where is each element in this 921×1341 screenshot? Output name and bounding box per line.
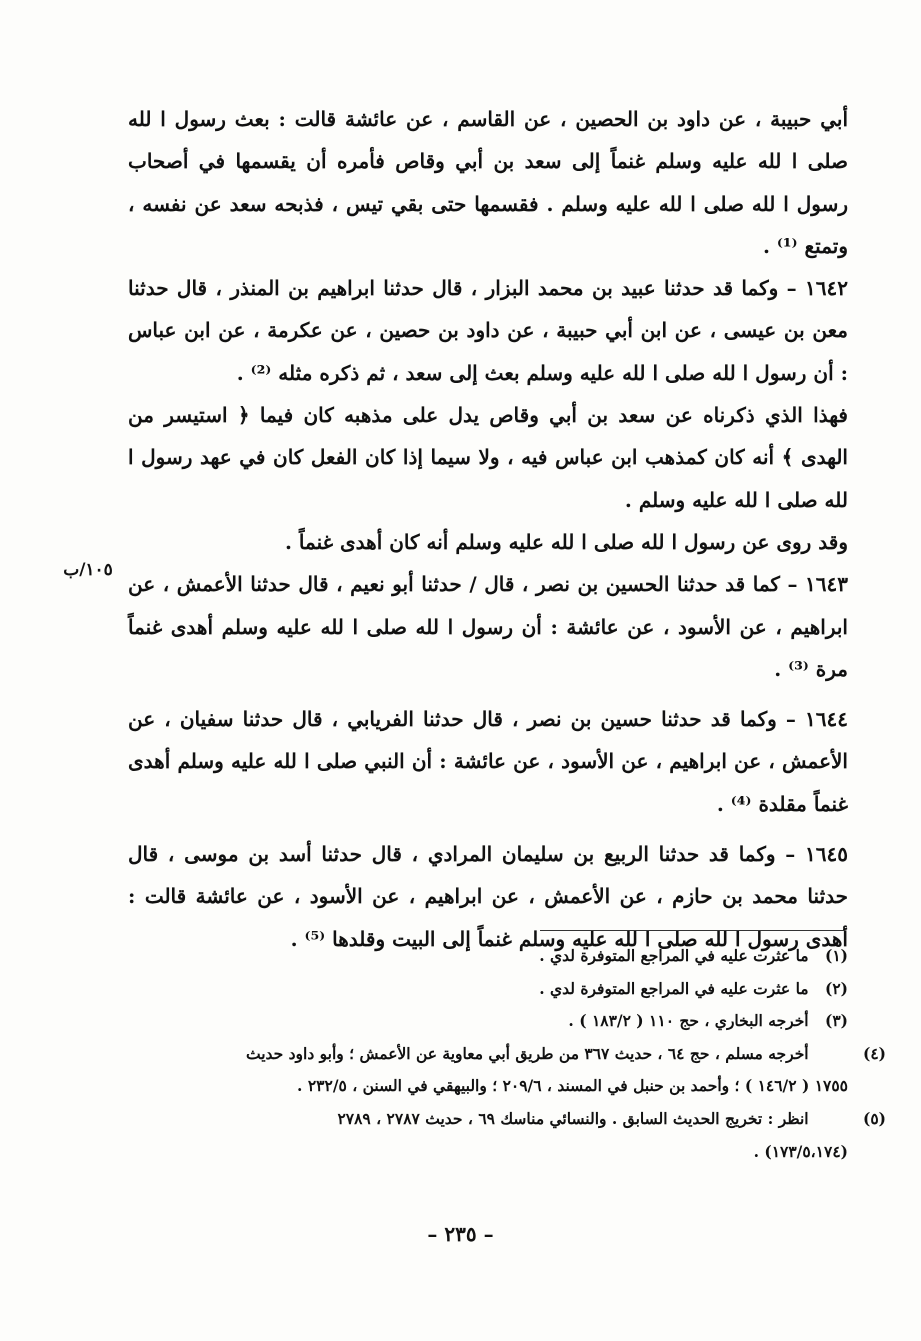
footnote-5 [128, 1103, 886, 1168]
footnote-divider [540, 930, 845, 931]
paragraph-continuation: أبي حبيبة ، عن داود بن الحصين ، عن القاسم ، عن عائشة قالت : بعث رسول ا لله صلى ا لله عليه وسلم غنماً إلى سعد بن أبي وقاص فأمره أن يقسمها في أصحاب رسول ا لله صلى ا لله عليه وسلم . فقسمها حتى بقي تيس ، فذبحه سعد عن نفسه ، وتمتع ⁽¹⁾ . [128, 107, 848, 258]
footnote-text: أخرجه البخاري ، حج ١١٠ ( ١٨٣/٢ ) . [568, 1011, 809, 1031]
narration-intro: وقد روى عن رسول ا لله صلى ا لله عليه وسلم أنه كان أهدى غنماً . [284, 529, 848, 554]
footnote-text-continued: ١٧٥٥ ( ١٤٦/٢ ) ؛ وأحمد بن حنبل في المسند ، ٢٠٩/٦ ؛ والبيهقي في السنن ، ٢٣٢/٥ . [297, 1076, 848, 1096]
footnote-mark: (١) [824, 946, 848, 965]
footnote-mark: (٥) [862, 1108, 886, 1128]
footnote-4 [128, 1038, 886, 1103]
hadith-1642: ١٦٤٢ – وكما قد حدثنا عبيد بن محمد البزار ، قال حدثنا ابراهيم بن المنذر ، قال حدثنا معن بن عيسى ، عن ابن أبي حبيبة ، عن داود بن حصين ، عن عكرمة ، عن ابن عباس : أن رسول ا لله صلى ا لله عليه وسلم بعث إلى سعد ، ثم ذكره مثله ⁽²⁾ . [128, 276, 848, 385]
footnote-mark: (٣) [824, 1011, 848, 1031]
page-number: – ٢٣٥ – [427, 1222, 494, 1246]
footnote-1 [128, 940, 848, 973]
footnote-2 [128, 973, 848, 1006]
main-text [128, 98, 848, 960]
footnote-3 [128, 1005, 848, 1038]
footnote-text: ما عثرت عليه في المراجع المتوفرة لدي . [539, 946, 809, 965]
footnote-text: ما عثرت عليه في المراجع المتوفرة لدي . [539, 978, 809, 998]
hadith-1644: ١٦٤٤ – وكما قد حدثنا حسين بن نصر ، قال حدثنا الفريابي ، قال حدثنا سفيان ، عن الأعمش ، عن ابراهيم ، عن الأسود ، عن عائشة : أن النبي صلى ا لله عليه وسلم أهدى غنماً مقلدة ⁽⁴⁾ . [128, 707, 848, 816]
footnote-mark: (٢) [824, 978, 848, 998]
hadith-1643: ١٦٤٣ – كما قد حدثنا الحسين بن نصر ، قال / حدثنا أبو نعيم ، قال حدثنا الأعمش ، عن ابراهيم ، عن الأسود ، عن عائشة : أن رسول ا لله صلى ا لله عليه وسلم أهدى غنماً مرة ⁽³⁾ . [128, 572, 848, 681]
footnotes [128, 940, 886, 1168]
footnote-text: أخرجه مسلم ، حج ٦٤ ، حديث ٣٦٧ من طريق أبي معاوية عن الأعمش ؛ وأبو داود حديث [246, 1043, 809, 1063]
hadith-1645: ١٦٤٥ – وكما قد حدثنا الربيع بن سليمان المرادي ، قال حدثنا أسد بن موسى ، قال حدثنا محمد بن حازم ، عن الأعمش ، عن ابراهيم ، عن الأسود ، عن عائشة قالت : أهدى رسول ا لله صلى ا لله عليه وسلم غنماً إلى البيت وقلدها ⁽⁵⁾ . [128, 842, 848, 951]
footnote-text-continued: (١٧٣/٥،١٧٤) . [753, 1141, 848, 1161]
commentary-paragraph: فهذا الذي ذكرناه عن سعد بن أبي وقاص يدل على مذهبه كان فيما ﴿ استيسر من الهدى ﴾ أنه كان كمذهب ابن عباس فيه ، ولا سيما إذا كان الفعل كان في عهد رسول ا لله صلى ا لله عليه وسلم . [128, 403, 848, 512]
footnote-mark: (٤) [862, 1043, 886, 1063]
footnote-text: انظر : تخريج الحديث السابق . والنسائي مناسك ٦٩ ، حديث ٢٧٨٧ ، ٢٧٨٩ [337, 1108, 809, 1128]
manuscript-folio-marker: ١٠٥/ب [63, 560, 113, 580]
